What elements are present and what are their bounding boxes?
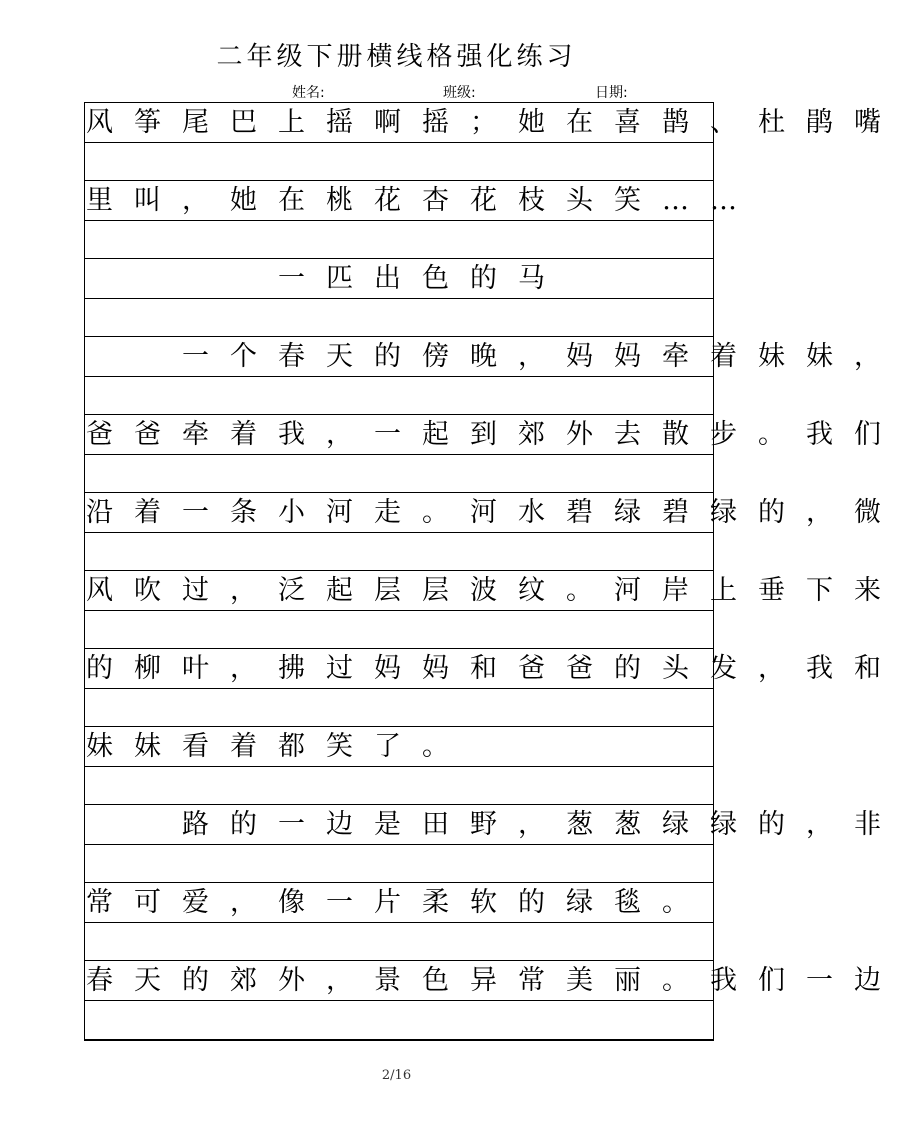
blank-writing-line [85, 689, 713, 727]
text-line: 风吹过，泛起层层波纹。河岸上垂下来 [85, 571, 713, 611]
name-field-label: 姓名: [292, 85, 325, 101]
blank-writing-line [85, 845, 713, 883]
text-line: 常可爱，像一片柔软的绿毯。 [85, 883, 713, 923]
blank-writing-line [85, 221, 713, 259]
text-line: 春天的郊外，景色异常美丽。我们一边 [85, 961, 713, 1001]
lined-writing-grid [84, 102, 902, 1041]
class-field-label: 班级: [443, 85, 476, 101]
blank-writing-line [85, 299, 713, 337]
text-line: 里叫，她在桃花杏花枝头笑…… [85, 181, 713, 221]
blank-writing-line [85, 767, 713, 805]
blank-writing-line [85, 611, 713, 649]
blank-writing-line [85, 455, 713, 493]
text-line: 一匹出色的马 [85, 259, 713, 299]
blank-writing-line [85, 143, 713, 181]
blank-writing-line [85, 1001, 713, 1039]
page-number: 2/16 [381, 1068, 412, 1083]
blank-writing-line [85, 923, 713, 961]
text-line: 一个春天的傍晚，妈妈牵着妹妹， [85, 337, 713, 377]
page-title: 二年级下册横线格强化练习 [216, 42, 577, 72]
text-line: 妹妹看着都笑了。 [85, 727, 713, 767]
text-line: 的柳叶，拂过妈妈和爸爸的头发，我和 [85, 649, 713, 689]
text-line: 路的一边是田野，葱葱绿绿的，非 [85, 805, 713, 845]
blank-writing-line [85, 533, 713, 571]
text-line: 爸爸牵着我，一起到郊外去散步。我们 [85, 415, 713, 455]
text-line: 沿着一条小河走。河水碧绿碧绿的，微 [85, 493, 713, 533]
date-field-label: 日期: [595, 85, 628, 101]
text-line: 风筝尾巴上摇啊摇；她在喜鹊、杜鹃嘴 [85, 103, 713, 143]
blank-writing-line [85, 377, 713, 415]
